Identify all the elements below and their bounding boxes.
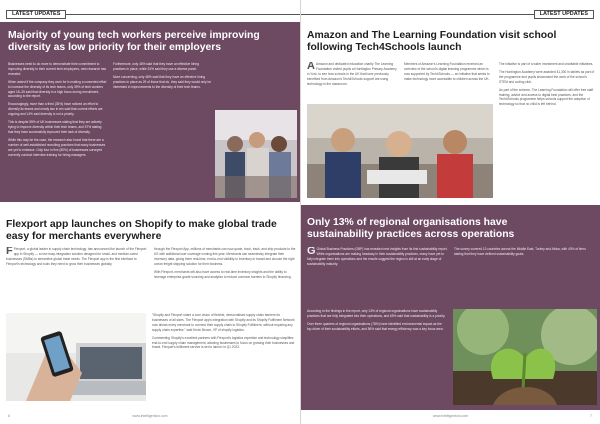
paragraph: The Huntington Academy were awarded £1,300 in tablets as part of the programme and pupils showcased the work of the school's STEM and coding club. xyxy=(499,69,595,84)
article-diversity xyxy=(0,22,300,202)
paragraph: According to the findings in the report, only 13% of regional organisations have sustainability practices that are fully integrated into their operations, and 65% said that sustainability is a priority. xyxy=(307,309,446,318)
text-column xyxy=(6,247,148,313)
text-column xyxy=(499,62,595,198)
paragraph: through the Flexport App, millions of merchants can now quote, book, track, and ship products to the US with additional user coverage coming this year. Merchants can seamlessly integrate their inventory data, giving them real-time, end-to-end visibility to inventory in transit and choose the right ocean freight shipping solution for their business. xyxy=(154,247,296,266)
paragraph: The initiative is part of a wider investment and charitable initiatives. xyxy=(499,62,594,66)
article-sustainability xyxy=(301,205,600,410)
page-footer xyxy=(301,413,600,421)
drop-cap: G xyxy=(307,247,316,257)
paragraph: Over three quarters of regional organisations (78%) have identified environmental impact as the top driver of their sustainability efforts, and 56% said that energy efficiency was a key focus area. xyxy=(307,321,444,331)
article-title: Flexport app launches on Shopify to make global trade easy for merchants everywhere xyxy=(6,219,277,242)
paragraph: With Flexport, merchants will also have access to real-time inventory insights and the ability to leverage enterprise-grade sourcing and analytics to reduce common barriers to Shopify financing. xyxy=(154,269,292,279)
website: www.intelligentcio.com xyxy=(132,414,168,418)
right-page xyxy=(300,0,600,424)
article-body-continued xyxy=(307,309,447,407)
website: www.intelligentcio.com xyxy=(432,414,469,418)
paragraph: The survey covered 13 countries across the Middle East, Turkey and Africa, with 40% of firms stating that they have defined sustainability goals. xyxy=(454,247,586,256)
paragraph: F Flexport, a global leader in supply chain technology, has announced the launch of the Flexport app in Shopify — a new easy-integration solution designed for small- and medium-sized businesses (SMBs) to streamline global trade needs. The Flexport app is the first interface to Flexport's technology and tools they need to grow their businesses globally. xyxy=(6,247,147,266)
section-tag: LATEST UPDATES xyxy=(534,10,594,19)
paragraph: When asked if the company they work for is making a concerted effort to increase the diversity of its tech teams, only 39% of tech workers aged 18–35 said that diversity is a high focus during recruitment, according to the report. xyxy=(8,79,107,99)
article-title: Only 13% of regional organisations have sustainability practices across operations xyxy=(307,217,515,240)
paragraph: A Amazon and dedicated education charity The Learning Foundation visited pupils at Huntington Primary Academy in York, to see how schools in the UK that have previously benefited from Amazon's Tech4Schools support are using technology in the classroom. xyxy=(307,62,397,86)
page-footer xyxy=(0,413,300,421)
phone-laptop-photo xyxy=(6,313,146,401)
article-flexport xyxy=(0,205,300,410)
team-photo xyxy=(215,110,297,198)
article-body xyxy=(307,62,495,102)
paragraph: As part of the scheme, The Learning Foundation will offer free staff training, advice and access to digital best practices, and the Tech4Schools programme helps schools support the adoption of technology so that no child is left behind. xyxy=(499,87,594,107)
paragraph: Encouragingly, more than a third (35%) have noticed an effort to diversify its teams and nearly two in ten said that current efforts are ongoing and 14% said diversity is not a priority. xyxy=(8,102,103,117)
article-title: Amazon and The Learning Foundation visit school following Tech4Schools launch xyxy=(307,30,557,53)
classroom-photo xyxy=(307,104,493,198)
page-number: 6 xyxy=(8,414,10,418)
text-column xyxy=(404,62,495,102)
article-title: Majority of young tech workers perceive improving diversity as low priority for their employers xyxy=(8,30,260,53)
article-amazon xyxy=(301,22,600,202)
drop-cap: A xyxy=(307,62,315,72)
paragraph: Furthermore, only 48% said that they have an effective hiring practices in place, while 33% said they use a diverse panel. xyxy=(113,62,199,71)
paragraph: This is despite 55% of UK businesses stating that they are actively trying to improve diversity within their tech teams, and 57% stating that they have successfully improved their lack of diversity. xyxy=(8,120,102,134)
header-rule xyxy=(66,14,300,15)
text-column xyxy=(307,309,447,407)
text-column xyxy=(152,313,296,403)
paragraph: While this may be the case, the research also found that there are a number of well-established recruiting practices that many businesses are yet to embrace. Only four in five (80%) of businesses surveyed currently conduct interview training for hiring managers. xyxy=(8,137,106,157)
paragraph: "Shopify and Flexport share a core vision of flexible, democratised supply chain barriers for businesses of all sizes. The Flexport app's integration with Shopify and its Shopify Fulfilment Network now allows every merchant to connect their supply chain to Shopify Fulfilment, without requiring any supply chain expertise," said Kevin Brown, VP of shopify logistics. xyxy=(152,313,295,332)
text-column xyxy=(154,247,296,313)
header-rule xyxy=(301,14,534,15)
text-column xyxy=(113,62,212,197)
section-tag: LATEST UPDATES xyxy=(6,10,66,19)
paragraph: G Global Business Practices (GBP) has revealed new insights from its first sustainability report. While organisations are making headway in their sustainability practices, many have yet to fully integrate them into operations and the results suggest the region is still at an early stage of sustainability maturity. xyxy=(307,247,448,266)
article-body xyxy=(6,247,296,313)
paragraph: Members of Amazon's Learning Foundation received an overview of the school's digital learning programme which is now supported by Tech4Schools — an initiative that seeks to make technology more accessible to children across the UK. xyxy=(404,62,490,81)
article-body xyxy=(8,62,212,197)
text-column xyxy=(454,247,595,307)
text-column xyxy=(8,62,107,197)
article-body xyxy=(307,247,595,307)
page-number: 7 xyxy=(590,414,592,418)
article-body-continued xyxy=(499,62,595,198)
paragraph: More concerning, only 48% said that they have an effective hiring practices in place as 29 of those that do, they said they would only be interested in improvements to the diversity of their tech teams. xyxy=(113,74,211,89)
paragraph: Businesses need to do more to demonstrate their commitment to improving diversity to their current tech employees, new research has revealed. xyxy=(8,62,106,76)
plant-sprout-photo xyxy=(453,309,597,405)
drop-cap: F xyxy=(6,247,13,257)
text-column xyxy=(307,62,398,102)
paragraph: Commenting Shopify's excellent partners with Flexport's logistics expertise and technology simplifies end-to-end supply chain management, allowing businesses to focus on growing their businesses and brand. Flexport's fulfilment service is set to launch in Q1 2023. xyxy=(152,335,295,350)
text-column xyxy=(307,247,448,307)
article-body-continued xyxy=(152,313,296,403)
